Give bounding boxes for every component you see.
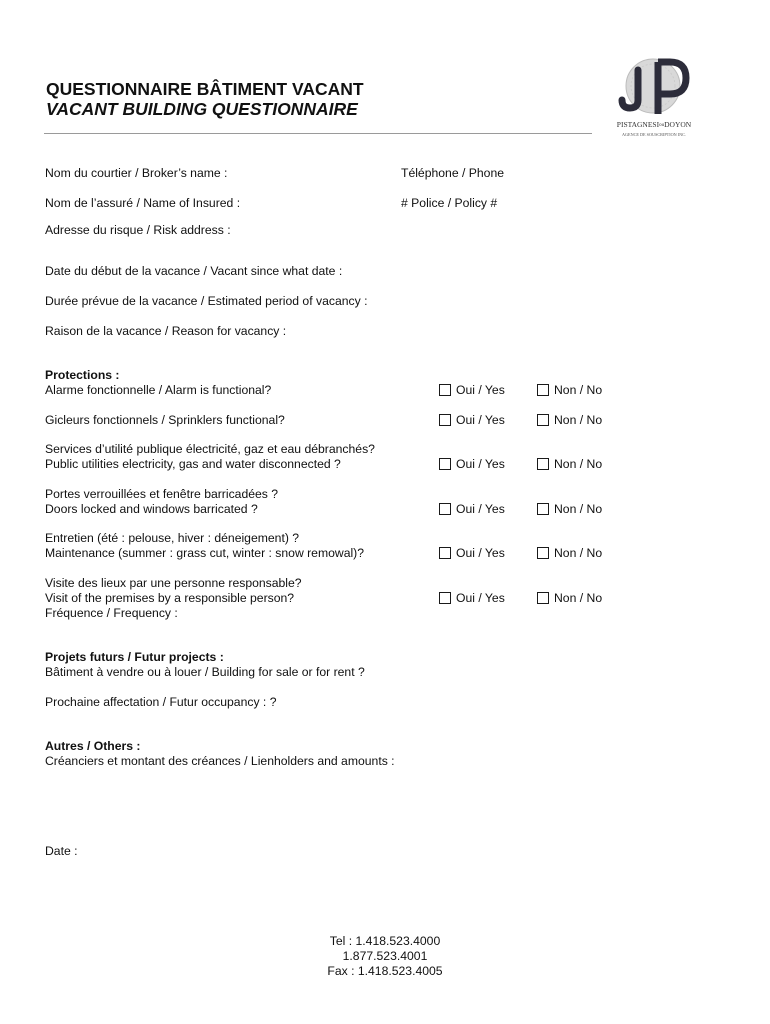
sprinklers-yes-label: Oui / Yes (456, 413, 505, 427)
utilities-yes-checkbox[interactable] (439, 458, 451, 470)
vacancy-period-label: Durée prévue de la vacance / Estimated period of vacancy : (45, 294, 368, 308)
utilities-no-checkbox[interactable] (537, 458, 549, 470)
phone-label: Téléphone / Phone (401, 166, 504, 180)
footer-fax: Fax : 1.418.523.4005 (327, 964, 443, 978)
maintenance-no-label: Non / No (554, 546, 603, 560)
logo-emblem-icon (608, 56, 700, 146)
footer-tel: Tel : 1.418.523.4000 (329, 934, 441, 948)
frequency-label: Fréquence / Frequency : (45, 606, 178, 620)
utilities-no-label: Non / No (554, 457, 603, 471)
maintenance-question-en: Maintenance (summer : grass cut, winter : snow remowal)? (45, 546, 365, 560)
doors-no-label: Non / No (554, 502, 603, 516)
company-logo (608, 56, 700, 146)
footer-tollfree: 1.877.523.4001 (342, 949, 428, 963)
sprinklers-yes-checkbox[interactable] (439, 414, 451, 426)
logo-name-part2: DOYON (664, 120, 692, 129)
maintenance-yes-label: Oui / Yes (456, 546, 505, 560)
doors-question-fr: Portes verrouillées et fenêtre barricadées ? (45, 487, 279, 501)
utilities-question-fr: Services d’utilité publique électricité, gaz et eau débranchés? (45, 442, 375, 456)
sprinklers-no-checkbox[interactable] (537, 414, 549, 426)
protections-heading: Protections : (45, 368, 120, 382)
future-projects-heading: Projets futurs / Futur projects : (45, 650, 224, 664)
svg-text:PISTAGNESIouDOYON (617, 120, 692, 129)
header-divider (44, 133, 592, 134)
visit-question-en: Visit of the premises by a responsible person? (45, 591, 295, 605)
utilities-question-en: Public utilities electricity, gas and water disconnected ? (45, 457, 341, 471)
vacant-since-label: Date du début de la vacance / Vacant since what date : (45, 264, 343, 278)
maintenance-no-checkbox[interactable] (537, 547, 549, 559)
doors-no-checkbox[interactable] (537, 503, 549, 515)
sale-rent-question: Bâtiment à vendre ou à louer / Building for sale or for rent ? (45, 665, 365, 679)
form-title-en: VACANT BUILDING QUESTIONNAIRE (46, 99, 358, 119)
insured-name-label: Nom de l’assuré / Name of Insured : (45, 196, 241, 210)
sprinklers-no-label: Non / No (554, 413, 603, 427)
lienholders-label: Créanciers et montant des créances / Lienholders and amounts : (45, 754, 395, 768)
future-occupancy-question: Prochaine affectation / Futur occupancy : ? (45, 695, 277, 709)
broker-name-label: Nom du courtier / Broker’s name : (45, 166, 228, 180)
date-label: Date : (45, 844, 78, 858)
doors-yes-label: Oui / Yes (456, 502, 505, 516)
alarm-no-checkbox[interactable] (537, 384, 549, 396)
logo-tagline: AGENCE DE SOUSCRIPTION INC. (622, 132, 686, 137)
vacancy-reason-label: Raison de la vacance / Reason for vacancy : (45, 324, 287, 338)
alarm-question: Alarme fonctionnelle / Alarm is functional? (45, 383, 272, 397)
visit-yes-label: Oui / Yes (456, 591, 505, 605)
others-heading: Autres / Others : (45, 739, 141, 753)
visit-yes-checkbox[interactable] (439, 592, 451, 604)
visit-no-label: Non / No (554, 591, 603, 605)
maintenance-question-fr: Entretien (été : pelouse, hiver : déneigement) ? (45, 531, 300, 545)
maintenance-yes-checkbox[interactable] (439, 547, 451, 559)
risk-address-label: Adresse du risque / Risk address : (45, 223, 231, 237)
alarm-yes-label: Oui / Yes (456, 383, 505, 397)
form-title-fr: QUESTIONNAIRE BÂTIMENT VACANT (46, 79, 364, 99)
alarm-yes-checkbox[interactable] (439, 384, 451, 396)
logo-name-mid: ou (659, 123, 665, 128)
visit-question-fr: Visite des lieux par une personne responsable? (45, 576, 302, 590)
logo-name-part1: PISTAGNESI (616, 120, 660, 129)
visit-no-checkbox[interactable] (537, 592, 549, 604)
utilities-yes-label: Oui / Yes (456, 457, 505, 471)
doors-yes-checkbox[interactable] (439, 503, 451, 515)
policy-number-label: # Police / Policy # (401, 196, 498, 210)
alarm-no-label: Non / No (554, 383, 603, 397)
sprinklers-question: Gicleurs fonctionnels / Sprinklers functional? (45, 413, 285, 427)
doors-question-en: Doors locked and windows barricated ? (45, 502, 258, 516)
